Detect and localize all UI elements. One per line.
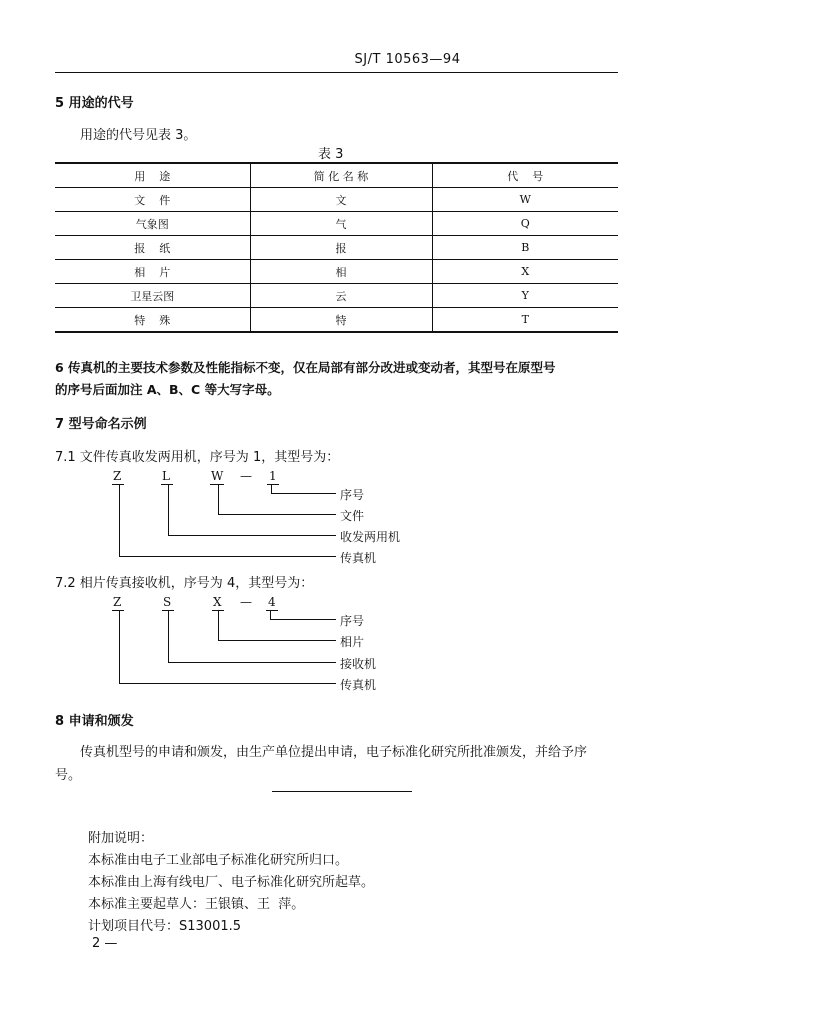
table-cell-short-name: 报 [250, 236, 432, 260]
example2-label-photo: 相片 [340, 635, 365, 649]
example2-letter-s: S [163, 595, 172, 609]
section5-text: 用途的代号见表 3。 [80, 128, 197, 143]
section7-heading: 7 型号命名示例 [55, 417, 147, 432]
example1-dash: — [240, 469, 252, 483]
table-cell-code: B [432, 236, 618, 260]
example1-underline-l [161, 484, 173, 485]
section6-line1: 6 传真机的主要技术参数及性能指标不变，仅在局部有部分改进或变动者，其型号在原型号 [55, 360, 556, 375]
table-cell-code: W [432, 188, 618, 212]
table3-caption: 表 3 [318, 147, 344, 162]
section8-line2: 号。 [55, 768, 82, 783]
example1-label-document: 文件 [340, 509, 365, 523]
table-cell-short-name: 相 [250, 260, 432, 284]
example2-underline-4 [266, 610, 278, 611]
example1-letter-z: Z [113, 469, 122, 483]
example2-dash: — [240, 595, 252, 609]
appendix-line: 本标准主要起草人：王银镇、王 萍。 [88, 897, 305, 912]
example2-connector [168, 662, 336, 663]
example2-connector [270, 619, 336, 620]
example1-title: 7.1 文件传真收发两用机，序号为 1，其型号为： [55, 450, 340, 465]
example1-letter-l: L [162, 469, 170, 483]
section8-line1: 传真机型号的申请和颁发，由生产单位提出申请，电子标准化研究所批准颁发，并给予序 [80, 745, 588, 760]
table-cell-short-name: 气 [250, 212, 432, 236]
table-cell-code: Y [432, 284, 618, 308]
table-row [55, 212, 618, 236]
table-cell-short-name: 文 [250, 188, 432, 212]
section6-line2: 的序号后面加注 A、B、C 等大写字母。 [55, 382, 280, 397]
standard-number-header: SJ/T 10563—94 [354, 52, 461, 67]
table-header-row [55, 163, 618, 188]
example2-connector [168, 610, 169, 663]
example2-connector [218, 640, 336, 641]
section8-heading: 8 申请和颁发 [55, 714, 134, 729]
example2-label-receiver: 接收机 [340, 657, 377, 671]
example1-connector [218, 484, 219, 515]
example1-label-dual-use: 收发两用机 [340, 530, 401, 544]
example1-connector [168, 535, 336, 536]
appendix-line: 计划项目代号：S13001.5 [88, 919, 242, 934]
example1-connector [218, 514, 336, 515]
table-cell-code: X [432, 260, 618, 284]
appendix-line: 本标准由上海有线电厂、电子标准化研究所起草。 [88, 875, 375, 890]
example2-connector [119, 683, 336, 684]
table-cell-code: T [432, 308, 618, 333]
table-cell-usage: 气象图 [55, 212, 250, 236]
page-number: 2 — [92, 936, 118, 951]
table-cell-usage: 文 件 [55, 188, 250, 212]
example2-connector [218, 610, 219, 641]
table-3 [55, 162, 618, 333]
example1-connector [271, 493, 336, 494]
table-cell-usage: 卫星云图 [55, 284, 250, 308]
example1-letter-w: W [211, 469, 224, 483]
table-cell-code: Q [432, 212, 618, 236]
table-row [55, 308, 618, 333]
column-header-usage: 用 途 [55, 163, 250, 188]
table-row [55, 284, 618, 308]
example1-connector [119, 556, 336, 557]
example2-letter-4: 4 [268, 595, 276, 609]
example1-connector [168, 484, 169, 536]
example2-label-fax: 传真机 [340, 678, 377, 692]
example2-title: 7.2 相片传真接收机，序号为 4，其型号为： [55, 576, 314, 591]
table-row [55, 260, 618, 284]
example2-letter-z: Z [113, 595, 122, 609]
example1-underline-z [112, 484, 124, 485]
table-row [55, 188, 618, 212]
table-row [55, 236, 618, 260]
table-cell-usage: 相 片 [55, 260, 250, 284]
column-header-code: 代 号 [432, 163, 618, 188]
example1-connector [119, 484, 120, 557]
example1-letter-1: 1 [269, 469, 277, 483]
example1-underline-w [210, 484, 224, 485]
appendix-title: 附加说明： [88, 831, 154, 846]
example2-label-serial: 序号 [340, 614, 365, 628]
example1-label-fax: 传真机 [340, 551, 377, 565]
example2-underline-z [112, 610, 124, 611]
end-of-text-rule [272, 791, 412, 792]
column-header-short-name: 简 化 名 称 [250, 163, 432, 188]
example1-underline-1 [267, 484, 279, 485]
header-rule [55, 72, 618, 73]
table-cell-short-name: 云 [250, 284, 432, 308]
appendix-line: 本标准由电子工业部电子标准化研究所归口。 [88, 853, 349, 868]
example1-label-serial: 序号 [340, 488, 365, 502]
table-cell-usage: 特 殊 [55, 308, 250, 333]
table-cell-usage: 报 纸 [55, 236, 250, 260]
example2-connector [119, 610, 120, 684]
table-cell-short-name: 特 [250, 308, 432, 333]
example2-letter-x: X [213, 595, 222, 609]
section5-heading: 5 用途的代号 [55, 96, 134, 111]
